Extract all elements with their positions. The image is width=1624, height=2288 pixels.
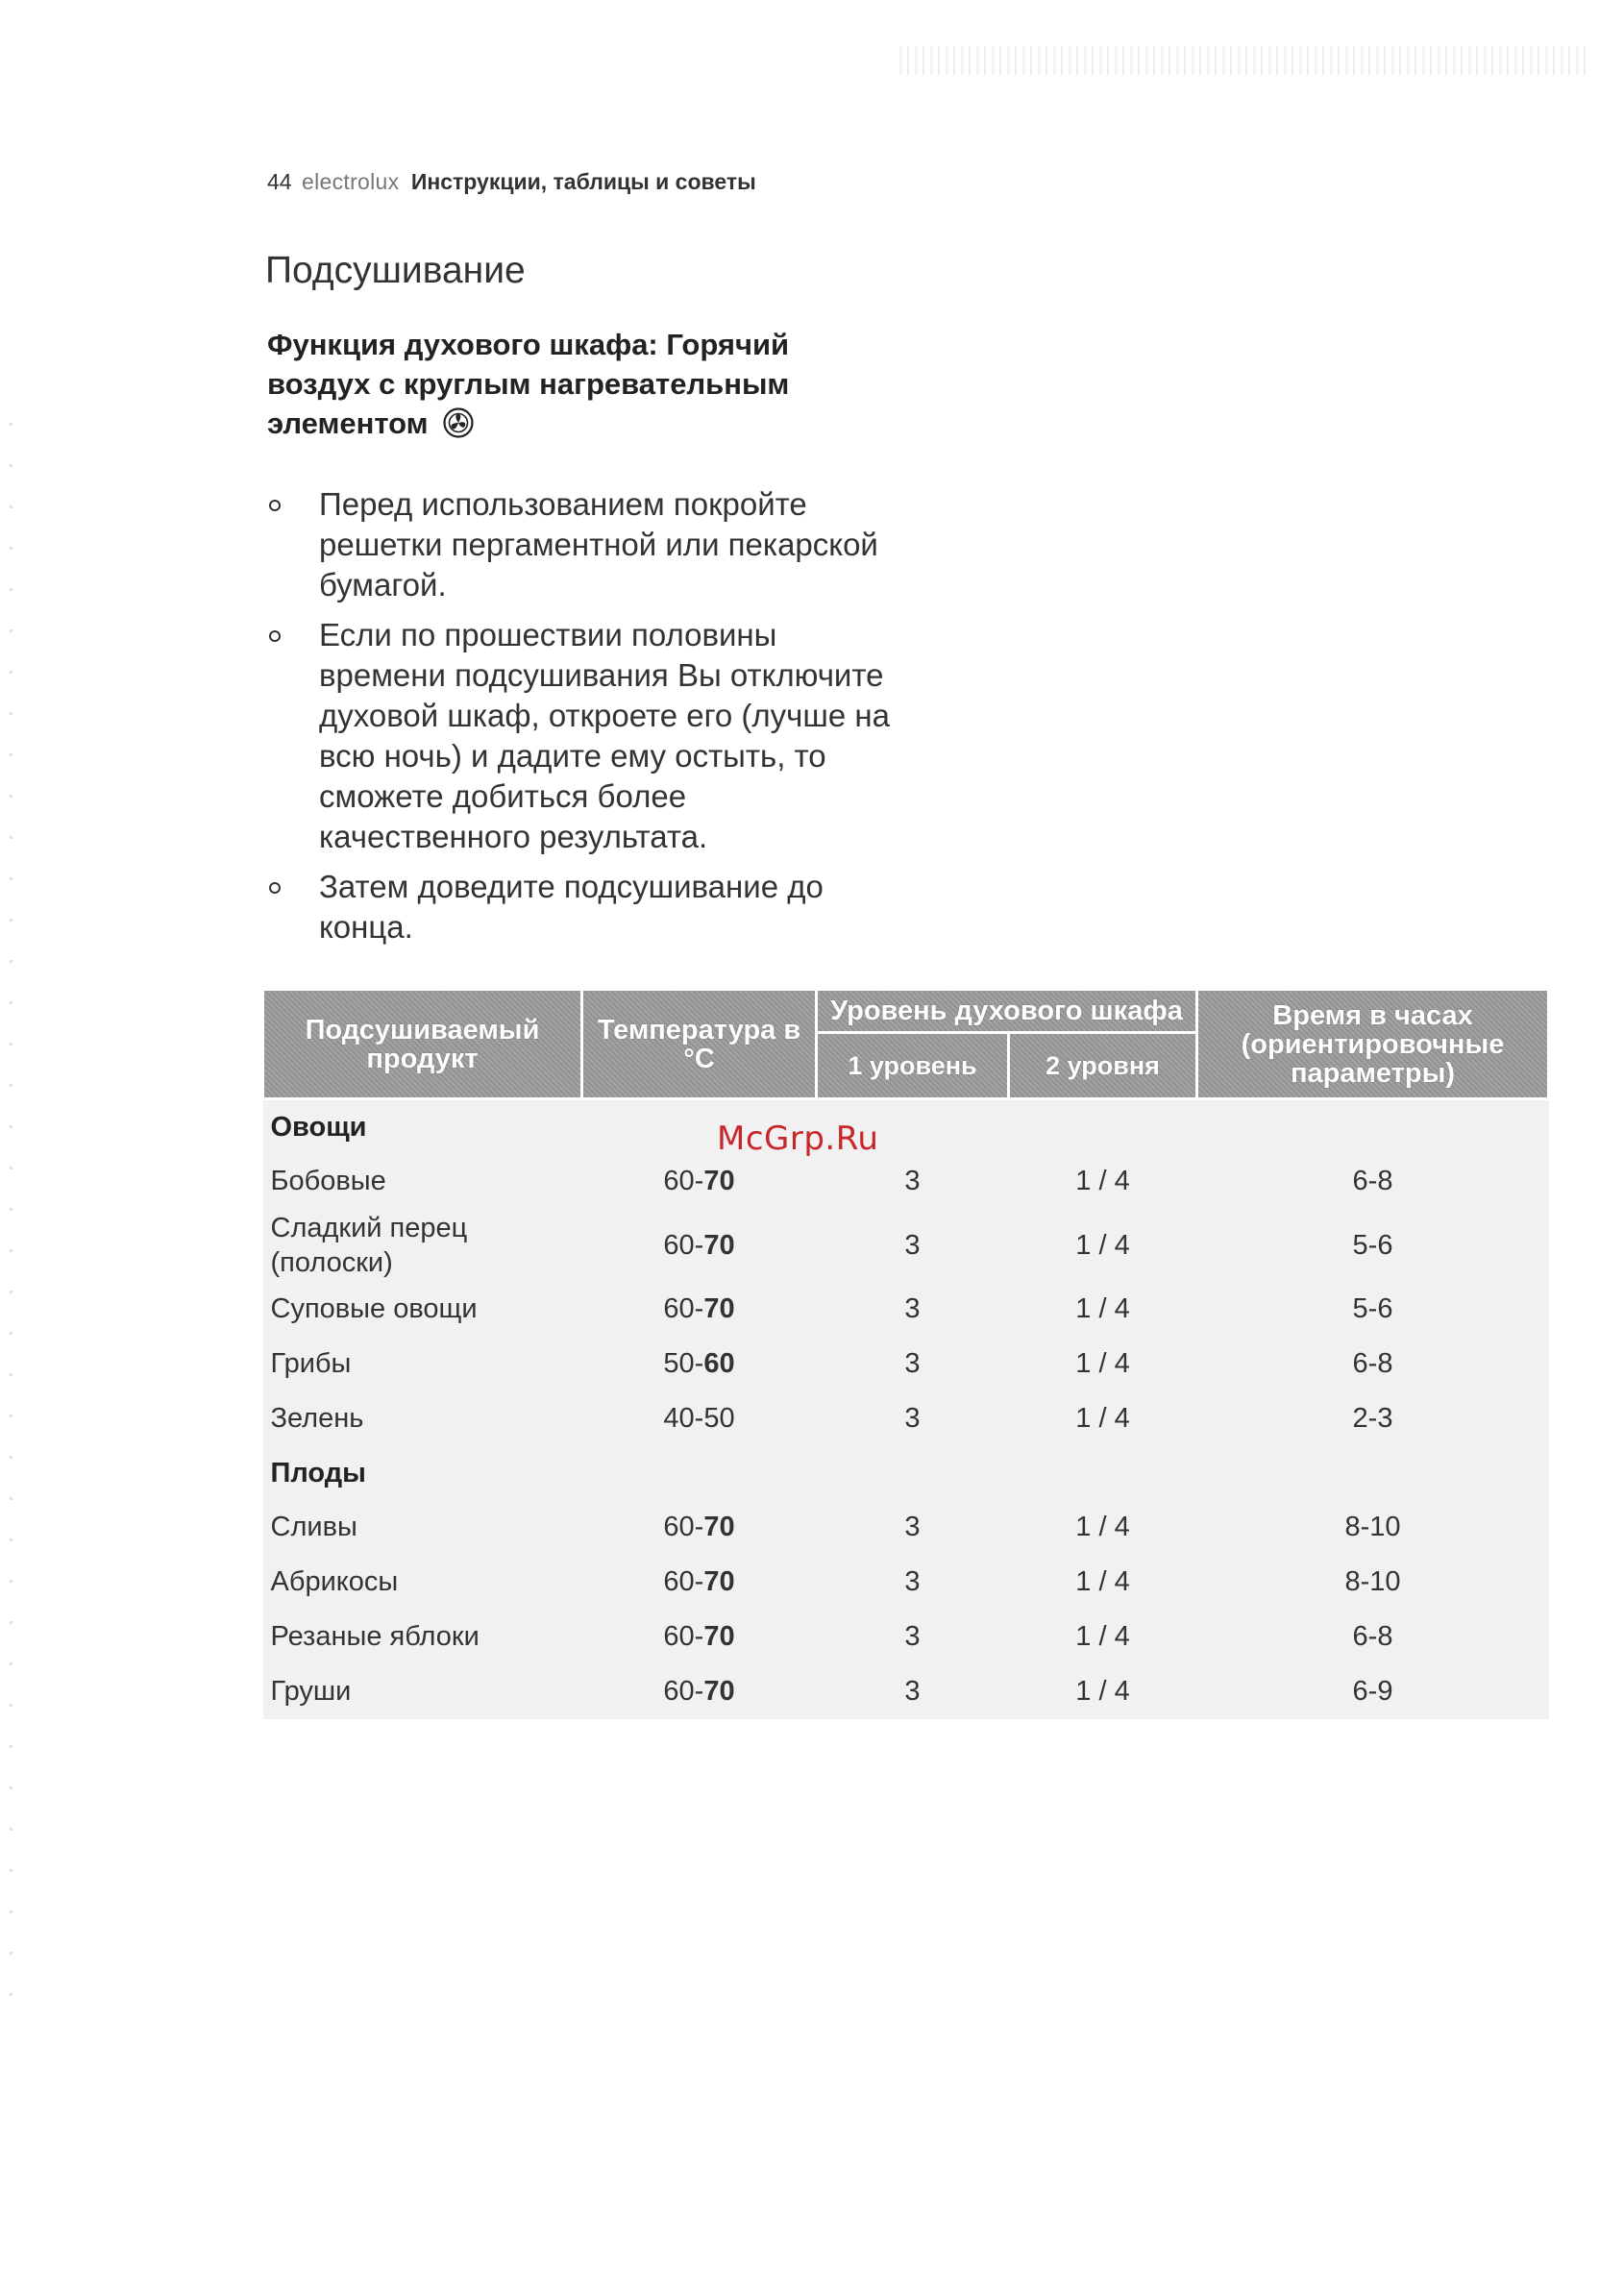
product-cell: Суповые овощи [270,1293,478,1324]
table-row [263,1610,1549,1664]
temperature-cell [582,1337,817,1391]
temperature-high: 60 [703,1348,735,1379]
temperature-high: 70 [703,1230,735,1261]
temperature-high: 70 [703,1293,735,1324]
table-row [263,1555,1549,1610]
fan-icon [442,406,475,439]
tips-list [261,484,896,957]
temperature-cell [582,1282,817,1337]
level-1-cell: 3 [904,1621,921,1652]
column-header-level-2: 2 уровня [1009,1033,1197,1099]
product-cell: Грибы [270,1348,352,1379]
time-cell: 6-9 [1352,1676,1393,1707]
time-cell: 8-10 [1344,1566,1401,1597]
product-cell: Зелень [270,1403,364,1434]
table-group-row [263,1099,1549,1155]
table-row [263,1500,1549,1555]
group-label: Плоды [270,1457,366,1488]
scan-margin-artifact [10,384,12,2018]
level-1-cell: 3 [904,1166,921,1196]
list-item: Перед использованием покройте решетки пергаментной или пекарской бумагой. [261,484,896,605]
page-header [267,169,756,195]
product-cell: Резаные яблоки [270,1621,480,1652]
level-1-cell: 3 [904,1348,921,1379]
temperature-cell [582,1154,817,1209]
product-cell: Груши [270,1676,352,1707]
list-item: Затем доведите подсушивание до конца. [261,867,896,947]
temperature-cell [582,1500,817,1555]
time-cell: 5-6 [1352,1293,1393,1324]
temperature-low: 60- [663,1676,704,1707]
level-2-cell: 1 / 4 [1075,1348,1130,1379]
level-1-cell: 3 [904,1293,921,1324]
bullet-icon [269,882,281,894]
section-title: Инструкции, таблицы и советы [410,169,756,194]
scan-artifact [894,46,1586,75]
time-cell: 2-3 [1352,1403,1393,1434]
temperature-cell [582,1610,817,1664]
drying-table [261,988,1550,1719]
temperature-cell [582,1664,817,1719]
temperature-low: 60- [663,1230,704,1261]
product-cell: Бобовые [270,1166,386,1196]
temperature-high: 70 [703,1676,735,1707]
brand-name: electrolux [301,169,400,194]
level-1-cell: 3 [904,1230,921,1261]
temperature-low: 60- [663,1621,704,1652]
page-title: Подсушивание [265,250,526,291]
column-header-level-group: Уровень духового шкафа [817,990,1197,1033]
column-header-temperature: Температура в °C [582,990,817,1099]
temperature-high: 70 [703,1621,735,1652]
level-2-cell: 1 / 4 [1075,1621,1130,1652]
level-1-cell: 3 [904,1512,921,1542]
column-header-level-1: 1 уровень [817,1033,1009,1099]
time-cell: 8-10 [1344,1512,1401,1542]
group-label: Овощи [270,1111,367,1143]
temperature-low: 40-50 [663,1403,735,1434]
list-item: Если по прошествии половины времени подсушивания Вы отключите духовой шкаф, откроете его (лучше на всю ночь) и дадите ему остыть, то сможете добиться более качественного результата. [261,615,896,857]
table-row [263,1209,1549,1282]
time-cell: 6-8 [1352,1348,1393,1379]
level-2-cell: 1 / 4 [1075,1403,1130,1434]
watermark: McGrp.Ru [717,1119,879,1158]
table-body [263,1099,1549,1720]
bullet-icon [269,500,281,511]
table-row [263,1337,1549,1391]
column-header-time: Время в часах (ориентировочные параметры) [1197,990,1549,1099]
table-row [263,1391,1549,1446]
temperature-low: 60- [663,1512,704,1542]
function-heading [267,325,882,443]
time-cell: 6-8 [1352,1166,1393,1196]
level-2-cell: 1 / 4 [1075,1676,1130,1707]
product-cell: Сливы [270,1512,357,1542]
level-2-cell: 1 / 4 [1075,1230,1130,1261]
temperature-low: 60- [663,1166,704,1196]
level-1-cell: 3 [904,1566,921,1597]
time-cell: 6-8 [1352,1621,1393,1652]
temperature-low: 60- [663,1293,704,1324]
product-cell: Сладкий перец (полоски) [270,1213,468,1278]
table-row [263,1664,1549,1719]
column-header-product: Подсушиваемый продукт [263,990,582,1099]
temperature-low: 50- [663,1348,704,1379]
temperature-cell [582,1391,817,1446]
drying-table-container [261,988,1547,1785]
temperature-cell [582,1555,817,1610]
table-row [263,1282,1549,1337]
level-2-cell: 1 / 4 [1075,1293,1130,1324]
bullet-icon [269,630,281,642]
page-number: 44 [267,169,292,194]
temperature-high: 70 [703,1166,735,1196]
level-1-cell: 3 [904,1676,921,1707]
table-group-row [263,1446,1549,1500]
temperature-cell [582,1209,817,1282]
temperature-high: 70 [703,1566,735,1597]
time-cell: 5-6 [1352,1230,1393,1261]
level-2-cell: 1 / 4 [1075,1566,1130,1597]
table-row [263,1154,1549,1209]
temperature-high: 70 [703,1512,735,1542]
product-cell: Абрикосы [270,1566,399,1597]
level-2-cell: 1 / 4 [1075,1512,1130,1542]
temperature-low: 60- [663,1566,704,1597]
level-1-cell: 3 [904,1403,921,1434]
level-2-cell: 1 / 4 [1075,1166,1130,1196]
function-heading-text: Функция духового шкафа: Горячий воздух с круглым нагревательным элементом [267,328,790,440]
